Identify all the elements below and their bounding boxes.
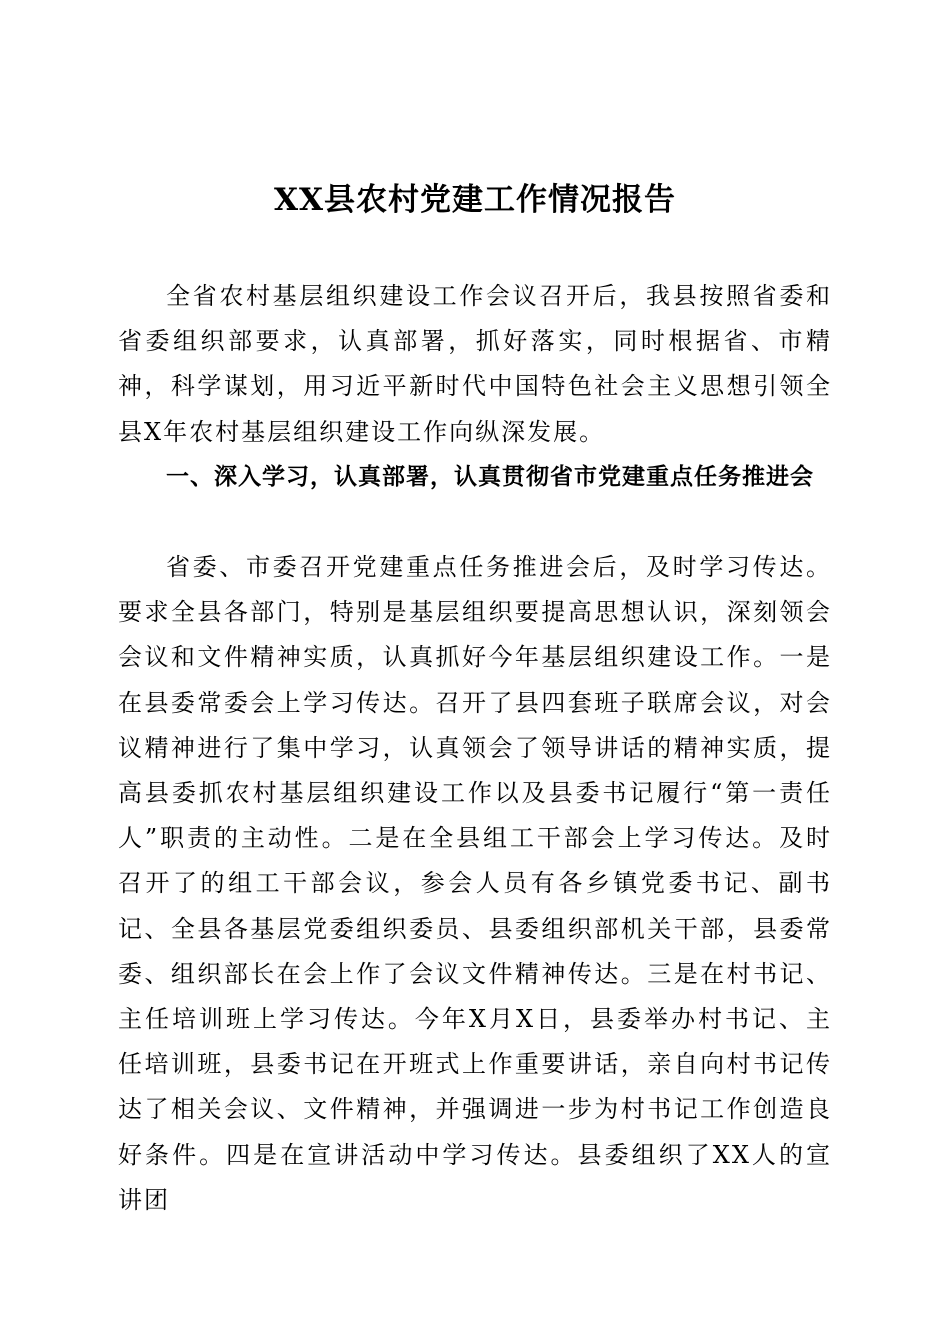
- document-title: XX县农村党建工作情况报告: [273, 182, 677, 218]
- intro-paragraph: 全省农村基层组织建设工作会议召开后，我县按照省委和省委组织部要求，认真部署，抓好落实，同时根据省、市精神，科学谋划，用习近平新时代中国特色社会主义思想引领全县X年农村基层组织建设工作向纵深发展。: [118, 282, 832, 446]
- section-1-paragraph: 省委、市委召开党建重点任务推进会后，及时学习传达。要求全县各部门，特别是基层组织要提高思想认识，深刻领会会议和文件精神实质，认真抓好今年基层组织建设工作。一是在县委常委会上学习传达。召开了县四套班子联席会议，对会议精神进行了集中学习，认真领会了领导讲话的精神实质，提高县委抓农村基层组织建设工作以及县委书记履行“第一责任人”职责的主动性。二是在全县组工干部会上学习传达。及时召开了的组工干部会议，参会人员有各乡镇党委书记、副书记、全县各基层党委组织委员、县委组织部机关干部，县委常委、组织部长在会上作了会议文件精神传达。三是在村书记、主任培训班上学习传达。今年X月X日，县委举办村书记、主任培训班，县委书记在开班式上作重要讲话，亲自向村书记传达了相关会议、文件精神，并强调进一步为村书记工作创造良好条件。四是在宣讲活动中学习传达。县委组织了XX人的宣讲团: [118, 553, 832, 1214]
- section-heading-1: 一、深入学习，认真部署，认真贯彻省市党建重点任务推进会: [166, 464, 814, 490]
